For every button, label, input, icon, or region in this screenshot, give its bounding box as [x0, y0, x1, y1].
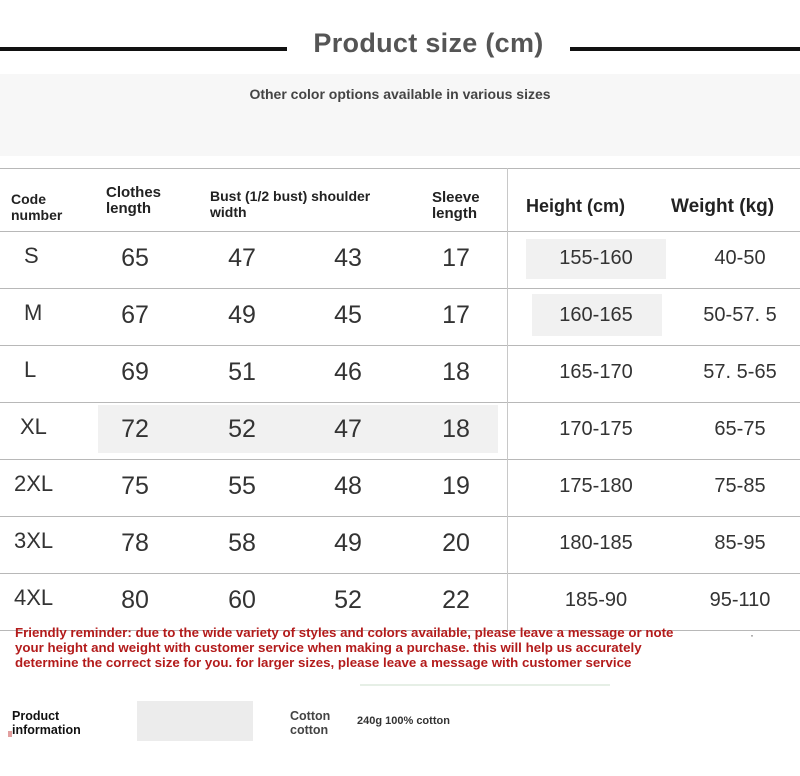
- title-rule-right: [570, 47, 800, 51]
- size-code-cell: M: [24, 300, 43, 325]
- reminder-line-3: determine the correct size for you. for larger sizes, please leave a message with customer service: [15, 655, 632, 670]
- friendly-reminder: [15, 625, 755, 670]
- weight-range-cell: 40-50: [714, 247, 766, 269]
- height-range-cell: 165-170: [559, 361, 633, 383]
- header-length-line1: Clothes: [106, 184, 162, 201]
- header-code-line1: Code: [11, 191, 46, 207]
- header-length-line2: length: [106, 200, 151, 217]
- reminder-line-2: your height and weight with customer service when making a purchase. this will help us accurately: [15, 640, 642, 655]
- shoulder-cell: 43: [334, 244, 362, 272]
- product-info-line2: information: [12, 723, 81, 737]
- material-label: [290, 709, 330, 737]
- weight-range-cell: 57. 5-65: [703, 361, 777, 383]
- size-code-cell: 4XL: [14, 585, 54, 610]
- sleeve-cell: 17: [442, 301, 470, 329]
- sleeve-cell: 18: [442, 415, 470, 443]
- size-code-cell: XL: [20, 414, 47, 439]
- product-info-line1: Product: [12, 709, 60, 723]
- shoulder-cell: 52: [334, 586, 362, 614]
- header-length: [106, 185, 161, 217]
- shoulder-cell: 47: [334, 415, 362, 443]
- length-cell: 72: [121, 415, 149, 443]
- title-rule-left: [0, 47, 287, 51]
- bust-cell: 47: [228, 244, 256, 272]
- size-code-cell: L: [24, 357, 37, 382]
- weight-range-cell: 65-75: [714, 418, 766, 440]
- sleeve-cell: 17: [442, 244, 470, 272]
- bust-cell: 60: [228, 586, 256, 614]
- bust-cell: 58: [228, 529, 256, 557]
- height-range-cell: 185-90: [564, 589, 628, 611]
- table-row-divider: [0, 231, 800, 232]
- length-cell: 67: [121, 301, 149, 329]
- size-code-cell: S: [24, 243, 39, 268]
- weight-range-cell: 50-57. 5: [703, 304, 777, 326]
- sleeve-cell: 18: [442, 358, 470, 386]
- table-row-divider: [0, 573, 800, 574]
- height-range-cell: 175-180: [559, 475, 633, 497]
- table-row-divider: [0, 516, 800, 517]
- header-code: [11, 191, 62, 223]
- table-row-divider: [0, 402, 800, 403]
- header-bust-shoulder: [210, 188, 370, 220]
- weight-range-cell: 95-110: [709, 589, 771, 611]
- header-sleeve-line2: length: [432, 205, 477, 222]
- table-row-divider: [0, 168, 800, 169]
- bust-cell: 55: [228, 472, 256, 500]
- shoulder-cell: 45: [334, 301, 362, 329]
- faint-divider: [360, 684, 610, 686]
- subtitle-band: [0, 74, 800, 156]
- subtitle: Other color options available in various sizes: [249, 86, 551, 102]
- header-height: Height (cm): [526, 196, 625, 216]
- header-sleeve: [432, 190, 480, 222]
- header-code-line2: number: [11, 207, 63, 223]
- weight-range-cell: 85-95: [714, 532, 766, 554]
- length-cell: 65: [121, 244, 149, 272]
- reminder-line-1: Friendly reminder: due to the wide variety of styles and colors available, please leave a message or note: [15, 625, 674, 640]
- bust-cell: 52: [228, 415, 256, 443]
- height-range-cell: 180-185: [559, 532, 633, 554]
- table-row-divider: [0, 459, 800, 460]
- product-info-label: [12, 709, 81, 737]
- table-column-divider: [507, 168, 508, 630]
- fabric-swatch: [137, 701, 253, 741]
- size-code-cell: 2XL: [14, 471, 54, 496]
- header-weight: Weight (kg): [671, 196, 775, 217]
- weight-range-cell: 75-85: [714, 475, 766, 497]
- title-row: [0, 22, 800, 72]
- height-range-cell: 155-160: [559, 247, 633, 269]
- height-range-cell: 170-175: [559, 418, 633, 440]
- material-label-line2: cotton: [290, 723, 329, 737]
- header-sleeve-line1: Sleeve: [432, 189, 480, 206]
- height-range-cell: 160-165: [559, 304, 633, 326]
- sleeve-cell: 19: [442, 472, 470, 500]
- material-label-line1: Cotton: [290, 709, 331, 723]
- header-bust-line2: width: [210, 204, 247, 220]
- table-row-divider: [0, 288, 800, 289]
- length-cell: 75: [121, 472, 149, 500]
- sleeve-cell: 20: [442, 529, 470, 557]
- bust-cell: 51: [228, 358, 256, 386]
- page-title: Product size (cm): [313, 28, 544, 58]
- size-code-cell: 3XL: [14, 528, 54, 553]
- shoulder-cell: 46: [334, 358, 362, 386]
- table-row-divider: [0, 345, 800, 346]
- length-cell: 80: [121, 586, 149, 614]
- shoulder-cell: 49: [334, 529, 362, 557]
- reminder-dot: ·: [750, 628, 754, 642]
- shoulder-cell: 48: [334, 472, 362, 500]
- header-bust-line1: Bust (1/2 bust) shoulder: [210, 188, 371, 204]
- bust-cell: 49: [228, 301, 256, 329]
- length-cell: 78: [121, 529, 149, 557]
- length-cell: 69: [121, 358, 149, 386]
- sleeve-cell: 22: [442, 586, 470, 614]
- material-description: 240g 100% cotton: [357, 715, 450, 727]
